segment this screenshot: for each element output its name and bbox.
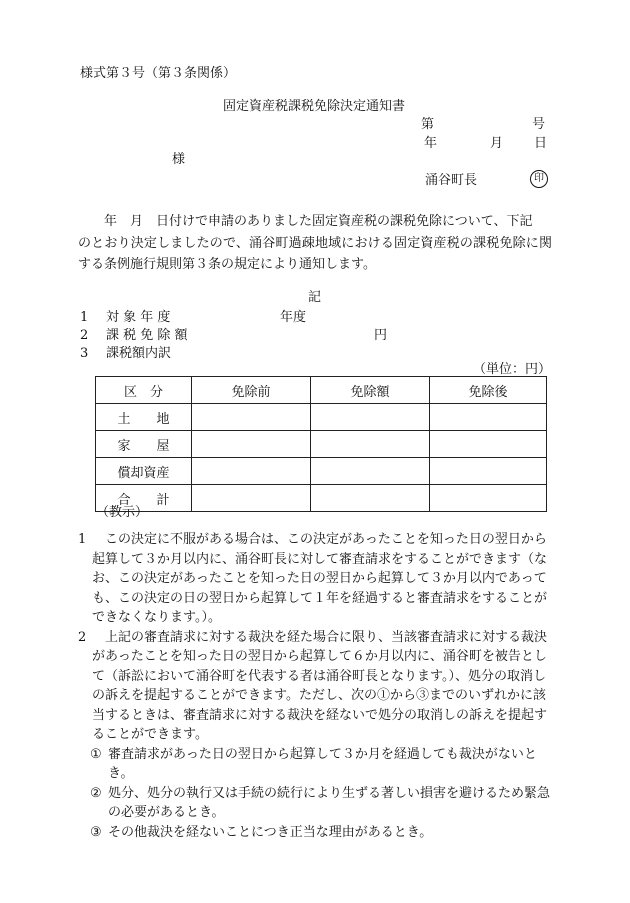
sub-item-number: ① [90,746,102,762]
row-label: 家 屋 [96,431,192,458]
table-row [96,404,547,431]
header-category: 区 分 [96,377,192,404]
notice-text: 上記の審査請求に対する裁決を経た場合に限り、当該審査請求に対する裁決があったことを知った日の翌日から起算して６か月以内に、涌谷町を被告として（訴訟において涌谷町を代表する者は涌谷町長となります。）、処分の取消しの訴えを提起することができます。ただし、次の①から③までのいずれかに該当するときは、審査請求に対する裁決を経ないで処分の取消しの訴えを提起することができます。 [92,629,548,742]
table-row [96,485,547,512]
table-row [96,458,547,485]
notice-text: この決定に不服がある場合は、この決定があったことを知った日の翌日から起算して３か月以内に、涌谷町長に対して審査請求をすることができます（なお、この決定があったことを知った日の翌日から起算して３か月以内であっても、この決定の日の翌日から起算して１年を経過すると審査請求をすることができなくなります。）。 [92,532,548,625]
unit-note: （単位：円） [473,362,552,377]
notice-item [78,628,552,745]
notices-section [78,530,552,842]
table-cell[interactable] [311,485,430,512]
item-3-num: 3 [80,346,89,361]
notice-number: 2 [78,629,87,645]
table-cell[interactable] [430,404,547,431]
sub-item [78,784,552,823]
item-1-value: 年度 [280,310,307,325]
table-cell[interactable] [192,458,311,485]
notice-item [78,530,552,628]
notice-number: 1 [78,532,87,547]
item-2-label: 課 税 免 除 額 [106,328,188,343]
doc-number-suffix: 号 [532,117,546,132]
sub-item-text: その他裁決を経ないことにつき正当な理由があるとき。 [108,824,433,840]
table-row [96,431,547,458]
item-2-num: 2 [80,328,89,343]
date-year: 年 [424,136,438,151]
document-title: 固定資産税課税免除決定通知書 [223,99,406,114]
date-month: 月 [490,136,504,151]
item-2-value: 円 [374,328,388,343]
header-exempt: 免除額 [311,377,430,404]
table-cell[interactable] [192,431,311,458]
sub-item-number: ② [90,785,102,801]
date-day: 日 [534,136,548,151]
item-3-label: 課税額内訳 [106,346,172,361]
item-1-label: 対 象 年 度 [106,310,171,325]
table-cell[interactable] [311,431,430,458]
table-cell[interactable] [430,485,547,512]
doc-number-prefix: 第 [421,117,435,132]
sub-item [78,745,552,784]
sub-item-number: ③ [90,824,102,840]
table-cell[interactable] [430,431,547,458]
table-cell[interactable] [430,458,547,485]
item-1-num: 1 [80,310,89,325]
sub-item-text: 処分、処分の執行又は手続の続行により生ずる著しい損害を避けるため緊急の必要があるとき。 [108,785,551,820]
sub-item [78,823,552,843]
ki-heading: 記 [308,290,322,305]
table-cell[interactable] [311,404,430,431]
row-label: 合 計 [96,485,192,512]
tax-breakdown-table [95,376,547,512]
addressee-suffix: 様 [172,152,186,167]
table-cell[interactable] [311,458,430,485]
table-cell[interactable] [192,404,311,431]
seal-mark: 印 [530,170,548,188]
issuer: 涌谷町長 [425,173,478,188]
table-header-row [96,377,547,404]
sub-item-text: 審査請求があった日の翌日から起算して３か月を経過しても裁決がないとき。 [108,746,537,781]
header-before: 免除前 [192,377,311,404]
body-rest: のとおり決定しましたので、涌谷町過疎地域における固定資産税の課税免除に関する条例施行規則第３条の規定により通知します。 [78,235,552,272]
row-label: 償却資産 [96,458,192,485]
header-after: 免除後 [430,377,547,404]
form-number: 様式第３号（第３条関係） [80,66,237,81]
body-line-1: 年 月 日付けで申請のありました固定資産税の課税免除について、下記 [104,214,533,229]
body-paragraph [78,211,552,276]
notice-heading: （教示） [96,505,149,520]
row-label: 土 地 [96,404,192,431]
table-cell[interactable] [192,485,311,512]
